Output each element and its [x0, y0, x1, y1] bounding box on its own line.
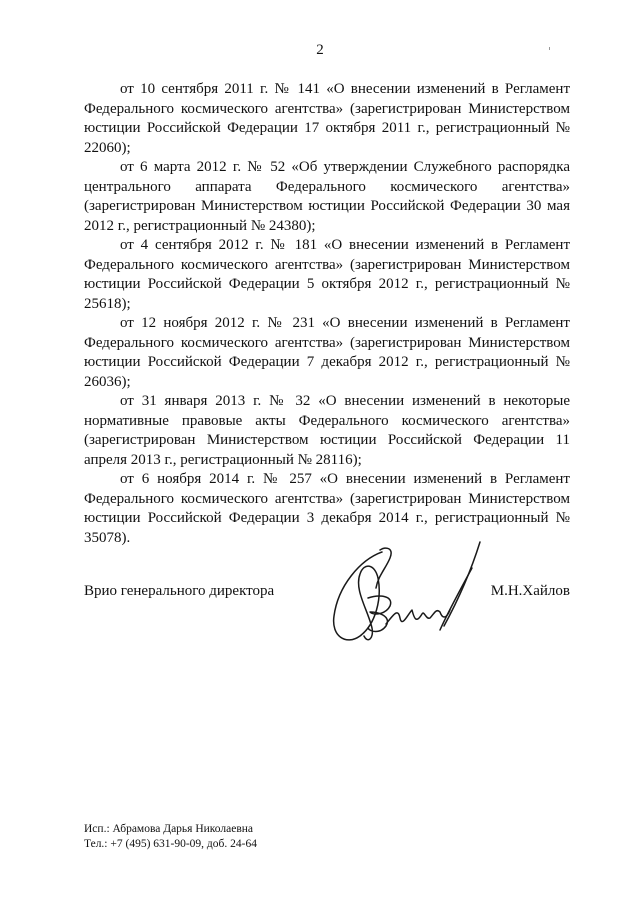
signer-name: М.Н.Хайлов	[490, 583, 570, 599]
list-item: от 6 марта 2012 г. № 52 «Об утверждении Служебного распорядка центрального аппарата Федерального космического агентства» (зарегистрирован Министерством юстиции Российской Федерации 30 мая 2012 г., регистрационный № 24380);	[84, 159, 570, 234]
signature-icon	[320, 538, 500, 656]
signature-block	[84, 580, 570, 660]
scan-speck	[549, 47, 550, 50]
document-body	[84, 80, 570, 548]
list-item: от 12 ноября 2012 г. № 231 «О внесении изменений в Регламент Федерального космического агентства» (зарегистрирован Министерством юстиции Российской Федерации 7 декабря 2012 г., регистрационный № 26036);	[84, 315, 570, 390]
list-item: от 6 ноября 2014 г. № 257 «О внесении изменений в Регламент Федерального космического агентства» (зарегистрирован Министерством юстиции Российской Федерации 3 декабря 2014 г., регистрационный № 35078).	[84, 471, 570, 546]
executor-name: Исп.: Абрамова Дарья Николаевна	[84, 823, 254, 835]
executor-phone: Тел.: +7 (495) 631-90-09, доб. 24-64	[84, 838, 257, 850]
list-item: от 4 сентября 2012 г. № 181 «О внесении изменений в Регламент Федерального космического агентства» (зарегистрирован Министерством юстиции Российской Федерации 5 октября 2012 г., регистрационный № 25618);	[84, 237, 570, 312]
executor-info	[84, 822, 257, 852]
signer-title: Врио генерального директора	[84, 583, 275, 599]
page-number: 2	[316, 42, 324, 58]
list-item: от 31 января 2013 г. № 32 «О внесении изменений в некоторые нормативные правовые акты Федерального космического агентства» (зарегистрирован Министерством юстиции Российской Федерации 11 апреля 2013 г., регистрационный № 28116);	[84, 393, 570, 468]
list-item: от 10 сентября 2011 г. № 141 «О внесении изменений в Регламент Федерального космического агентства» (зарегистрирован Министерством юстиции Российской Федерации 17 октября 2011 г., регистрационный № 22060);	[84, 81, 570, 156]
